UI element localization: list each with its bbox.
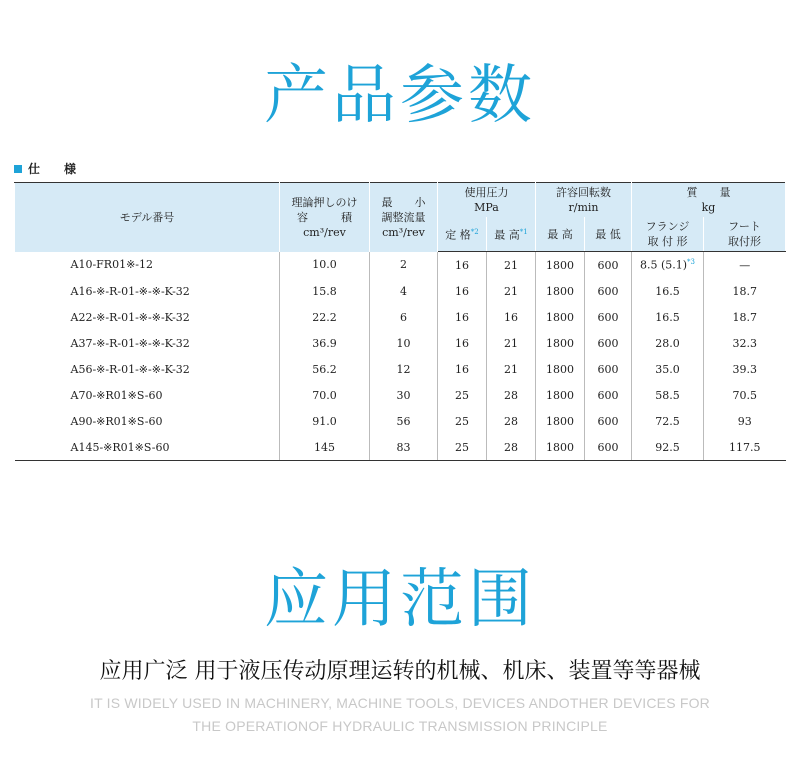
table-row	[15, 330, 786, 356]
cell-flange: 8.5 (5.1)$^{*3}$	[632, 252, 704, 279]
cell-rated: 16	[438, 356, 487, 382]
cell-model: A70-※R01※S-60	[70, 388, 163, 402]
cell-model: A37-※-R-01-※-※-K-32	[70, 336, 190, 350]
cell-max: 21	[487, 356, 536, 382]
header-min-flow: 最 小 調整流量 cm³/rev	[370, 183, 438, 252]
cell-minflow: 12	[370, 356, 438, 382]
cell-foot: 117.5	[704, 434, 786, 461]
cell-max: 28	[487, 382, 536, 408]
cell-model: A10-FR01※-12	[70, 258, 153, 272]
table-row	[15, 278, 786, 304]
cell-max: 21	[487, 252, 536, 279]
cell-minflow: 83	[370, 434, 438, 461]
cell-flange: 16.5	[632, 278, 704, 304]
cell-model: A16-※-R-01-※-※-K-32	[70, 284, 190, 298]
cell-minflow: 10	[370, 330, 438, 356]
cell-disp: 15.8	[280, 278, 370, 304]
cell-minflow: 6	[370, 304, 438, 330]
cell-rated: 16	[438, 252, 487, 279]
cell-max: 21	[487, 330, 536, 356]
application-description-en-line2: THE OPERATIONOF HYDRAULIC TRANSMISSION PRINCIPLE	[192, 718, 608, 734]
cell-smin: 600	[585, 278, 632, 304]
cell-foot: 70.5	[704, 382, 786, 408]
cell-model: A90-※R01※S-60	[70, 414, 163, 428]
cell-flange: 16.5	[632, 304, 704, 330]
cell-foot: —	[704, 252, 786, 279]
cell-max: 28	[487, 434, 536, 461]
cell-model: A145-※R01※S-60	[15, 434, 280, 461]
table-row	[15, 252, 786, 279]
table-row	[15, 434, 786, 461]
cell-flange: 58.5	[632, 382, 704, 408]
cell-smin: 600	[585, 408, 632, 434]
product-params-heading: 产品参数	[264, 59, 536, 133]
cell-disp: 145	[280, 434, 370, 461]
cell-minflow: 30	[370, 382, 438, 408]
cell-foot: 93	[704, 408, 786, 434]
header-speed: 許容回転数 r/min	[536, 183, 632, 218]
header-speed-min: 最 低	[585, 217, 632, 252]
table-row	[15, 356, 786, 382]
cell-rated: 16	[438, 330, 487, 356]
cell-disp: 56.2	[280, 356, 370, 382]
cell-minflow: 4	[370, 278, 438, 304]
spec-label: 仕 様	[14, 160, 76, 177]
application-description-cn: 应用广泛 用于液压传动原理运转的机械、机床、装置等等器械	[99, 659, 701, 684]
cell-smin: 600	[585, 330, 632, 356]
cell-rated: 16	[438, 278, 487, 304]
cell-disp: 70.0	[280, 382, 370, 408]
cell-flange: 72.5	[632, 408, 704, 434]
header-mass-flange: フランジ 取 付 形	[632, 217, 704, 252]
cell-rated: 25	[438, 408, 487, 434]
cell-smax: 1800	[536, 330, 585, 356]
cell-max: 21	[487, 278, 536, 304]
cell-flange: 92.5	[632, 434, 704, 461]
cell-smin: 600	[585, 434, 632, 461]
cell-rated: 25	[438, 382, 487, 408]
cell-smax: 1800	[536, 408, 585, 434]
cell-smin: 600	[585, 356, 632, 382]
cell-smax: 1800	[536, 278, 585, 304]
spec-table	[14, 182, 786, 461]
cell-max: 16	[487, 304, 536, 330]
cell-max: 28	[487, 408, 536, 434]
cell-foot: 18.7	[704, 304, 786, 330]
cell-rated: 16	[438, 304, 487, 330]
application-description-en-line1: IT IS WIDELY USED IN MACHINERY, MACHINE TOOLS, DEVICES ANDOTHER DEVICES FOR	[90, 695, 710, 711]
cell-smax: 1800	[536, 382, 585, 408]
cell-minflow: 56	[370, 408, 438, 434]
cell-smin: 600	[585, 382, 632, 408]
header-model: モデル番号	[15, 183, 280, 252]
header-pressure-max: 最 高$^{*1}$	[487, 217, 536, 252]
header-pressure: 使用圧力 MPa	[438, 183, 536, 218]
header-mass: 質 量 kg	[632, 183, 786, 218]
table-row	[15, 304, 786, 330]
cell-smin: 600	[585, 252, 632, 279]
cell-disp: 22.2	[280, 304, 370, 330]
header-displacement: 理論押しのけ 容 積 cm³/rev	[280, 183, 370, 252]
cell-flange: 28.0	[632, 330, 704, 356]
table-row	[15, 408, 786, 434]
header-mass-foot: フート 取付形	[704, 217, 786, 252]
cell-minflow: 2	[370, 252, 438, 279]
cell-foot: 39.3	[704, 356, 786, 382]
cell-smin: 600	[585, 304, 632, 330]
header-speed-max: 最 高	[536, 217, 585, 252]
cell-flange: 35.0	[632, 356, 704, 382]
cell-smax: 1800	[536, 304, 585, 330]
cell-disp: 10.0	[280, 252, 370, 279]
table-row	[15, 382, 786, 408]
cell-disp: 91.0	[280, 408, 370, 434]
cell-disp: 36.9	[280, 330, 370, 356]
application-heading: 应用范围	[264, 563, 536, 637]
cell-smax: 1800	[536, 356, 585, 382]
square-bullet-icon	[14, 165, 22, 173]
header-pressure-rated: 定 格$^{*2}$	[438, 217, 487, 252]
cell-model: A22-※-R-01-※-※-K-32	[70, 310, 190, 324]
cell-smax: 1800	[536, 434, 585, 461]
cell-model: A56-※-R-01-※-※-K-32	[70, 362, 190, 376]
cell-smax: 1800	[536, 252, 585, 279]
cell-foot: 18.7	[704, 278, 786, 304]
cell-rated: 25	[438, 434, 487, 461]
cell-foot: 32.3	[704, 330, 786, 356]
